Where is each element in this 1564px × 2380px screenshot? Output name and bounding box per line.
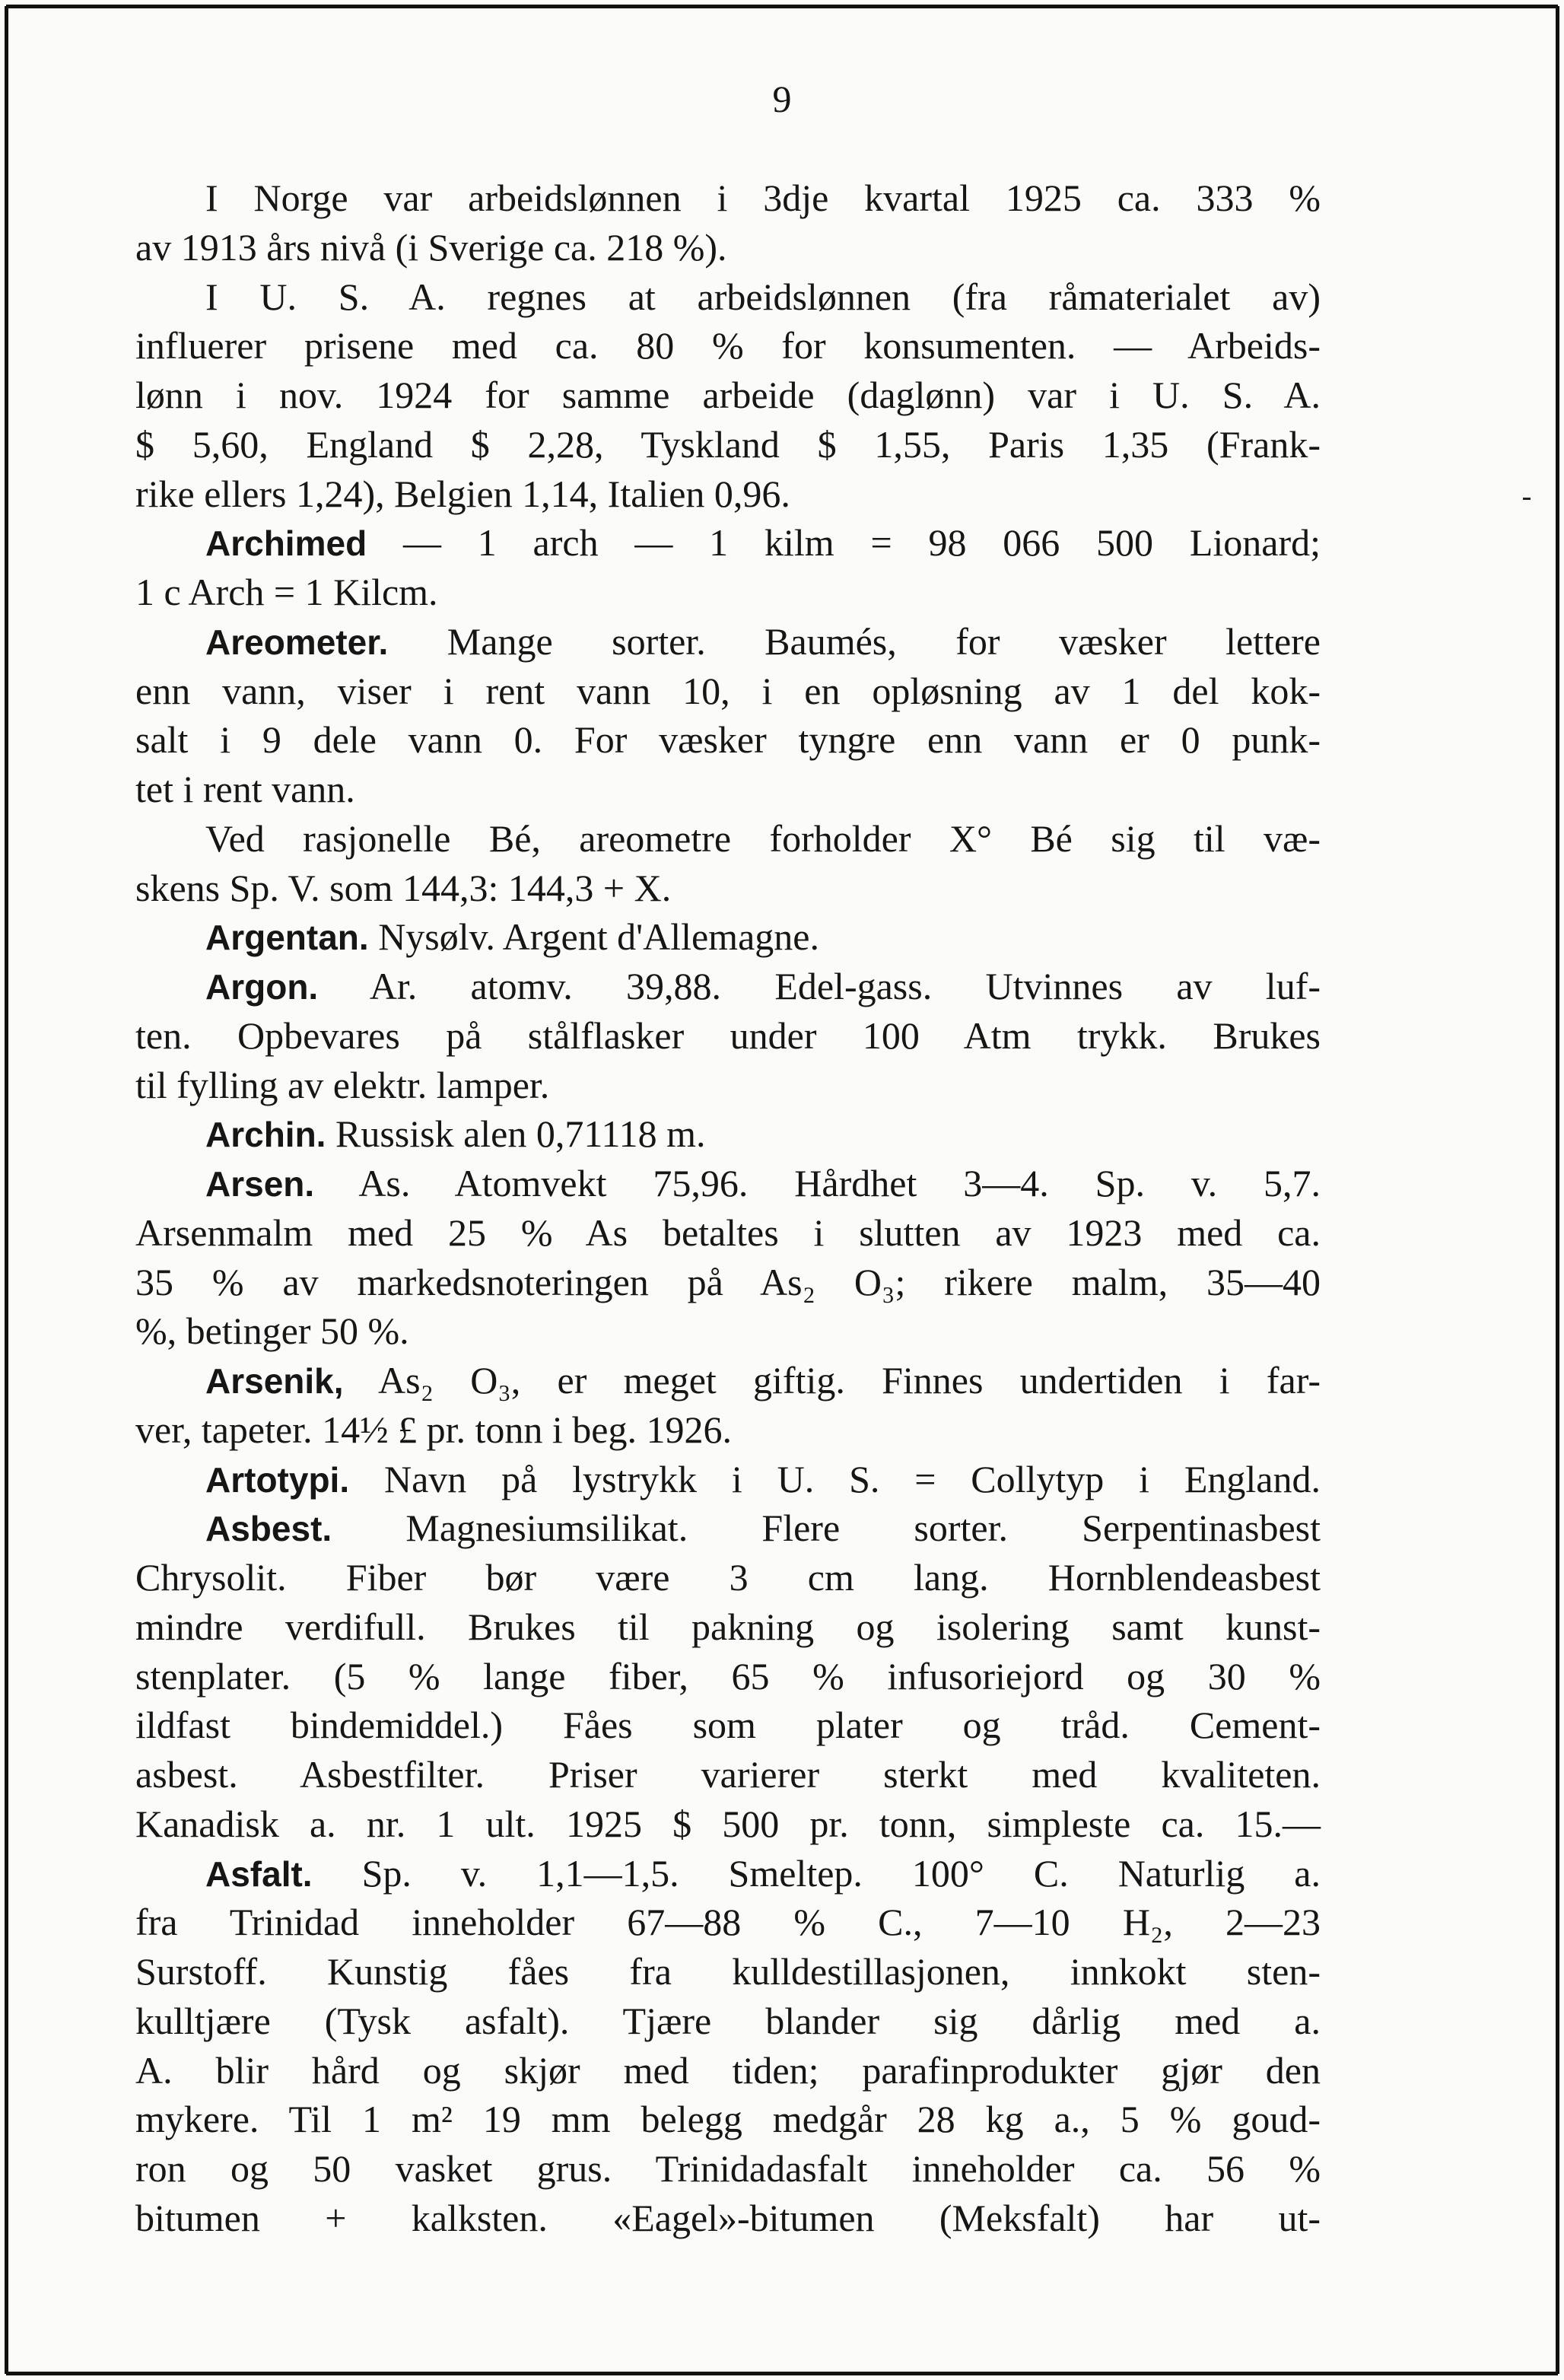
entry-keyword: Artotypi.	[205, 1459, 350, 1500]
line-text: I U. S. A. regnes at arbeidslønnen (fra råmaterialet av)	[205, 275, 1321, 318]
entry-line	[135, 912, 1321, 962]
entry-line	[135, 1455, 1321, 1504]
line-text: $ 5,60, England $ 2,28, Tyskland $ 1,55, Paris 1,35 (Frank-	[135, 422, 1321, 466]
line-text: til fylling av elektr. lamper.	[135, 1063, 550, 1106]
line-text: Russisk alen 0,71118 m.	[326, 1112, 706, 1156]
text-line	[135, 1701, 1321, 1750]
line-text: As₂ O₃, er meget giftig. Finnes undertiden i far-	[343, 1359, 1321, 1402]
line-text: kulltjære (Tysk asfalt). Tjære blander sig dårlig med a.	[135, 1999, 1321, 2042]
line-text: skens Sp. V. som 144,3: 144,3 + X.	[135, 866, 672, 909]
text-line	[135, 1061, 1321, 1110]
entry-line	[135, 1109, 1321, 1159]
line-text: Ar. atomv. 39,88. Edel-gass. Utvinnes av luf-	[318, 965, 1321, 1007]
text-line	[135, 1011, 1321, 1061]
text-line	[135, 2095, 1321, 2144]
line-text: enn vann, viser i rent vann 10, i en opløsning av 1 del kok-	[135, 669, 1321, 712]
text-line	[135, 1898, 1321, 1947]
line-text: ver, tapeter. 14½ £ pr. tonn i beg. 1926.	[135, 1408, 732, 1451]
entry-line	[135, 617, 1321, 667]
line-text: 35 % av markedsnoteringen på As₂ O₃; rikere malm, 35—40	[135, 1260, 1321, 1303]
line-text: Kanadisk a. nr. 1 ult. 1925 $ 500 pr. tonn, simpleste ca. 15.—	[135, 1802, 1321, 1845]
line-text: ildfast bindemiddel.) Fåes som plater og tråd. Cement-	[135, 1704, 1321, 1747]
entry-keyword: Arsen.	[205, 1164, 315, 1204]
line-text: Nysølv. Argent d'Allemagne.	[368, 915, 819, 959]
line-text: ron og 50 vasket grus. Trinidadasfalt inneholder ca. 56 %	[135, 2147, 1321, 2190]
line-text: Arsenmalm med 25 % As betaltes i slutten av 1923 med ca.	[135, 1211, 1321, 1254]
entry-keyword: Areometer.	[205, 622, 389, 662]
line-text: bitumen + kalksten. «Eagel»-bitumen (Meksfalt) har ut-	[135, 2196, 1321, 2239]
entry-line	[135, 518, 1321, 568]
entry-line	[135, 1849, 1321, 1898]
line-text: As. Atomvekt 75,96. Hårdhet 3—4. Sp. v. 5,7.	[314, 1162, 1321, 1204]
text-line	[135, 1799, 1321, 1849]
line-text: Surstoff. Kunstig fåes fra kulldestillasjonen, innkokt sten-	[135, 1950, 1321, 1993]
entry-keyword: Arsenik,	[205, 1361, 344, 1401]
scan-border-bottom	[6, 2372, 1558, 2375]
entry-line	[135, 962, 1321, 1011]
entry-keyword: Archimed	[205, 523, 367, 564]
text-line	[135, 1208, 1321, 1258]
text-line	[135, 1997, 1321, 2046]
line-text: Sp. v. 1,1—1,5. Smeltep. 100° C. Naturlig a.	[312, 1851, 1321, 1895]
line-text: av 1913 års nivå (i Sverige ca. 218 %).	[135, 225, 727, 269]
text-line	[135, 272, 1321, 322]
text-line	[135, 864, 1321, 913]
text-line	[135, 1652, 1321, 1701]
text-line	[135, 1750, 1321, 1799]
scan-border-top	[6, 5, 1558, 8]
text-line	[135, 1258, 1321, 1307]
line-text: Mange sorter. Baumés, for væsker lettere	[388, 619, 1321, 663]
text-line	[135, 223, 1321, 272]
text-line	[135, 814, 1321, 864]
text-line	[135, 420, 1321, 469]
entry-keyword: Asfalt.	[205, 1853, 313, 1894]
text-line	[135, 765, 1321, 814]
page-number: 9	[772, 78, 792, 120]
entry-line	[135, 1356, 1321, 1405]
line-text: Magnesiumsilikat. Flere sorter. Serpentinasbest	[332, 1507, 1321, 1550]
text-line	[135, 1306, 1321, 1356]
line-text: influerer prisene med ca. 80 % for konsumenten. — Arbeids-	[135, 324, 1321, 368]
line-text: %, betinger 50 %.	[135, 1309, 409, 1353]
line-text: asbest. Asbestfilter. Priser varierer sterkt med kvaliteten.	[135, 1753, 1321, 1796]
line-text: fra Trinidad inneholder 67—88 % C., 7—10 H₂, 2—23	[135, 1901, 1321, 1944]
line-text: — 1 arch — 1 kilm = 98 066 500 Lionard;	[367, 521, 1321, 565]
line-text: ten. Opbevares på stålflasker under 100 Atm trykk. Brukes	[135, 1013, 1321, 1057]
text-line	[135, 2144, 1321, 2194]
text-line	[135, 1405, 1321, 1455]
line-text: mindre verdifull. Brukes til pakning og isolering samt kunst-	[135, 1605, 1321, 1648]
line-text: salt i 9 dele vann 0. For væsker tyngre enn vann er 0 punk-	[135, 718, 1321, 762]
text-line	[135, 469, 1321, 519]
entry-line	[135, 1503, 1321, 1553]
line-text: Navn på lystrykk i U. S. = Collytyp i England.	[349, 1457, 1321, 1500]
text-line	[135, 321, 1321, 371]
text-line	[135, 2194, 1321, 2243]
text-line	[135, 173, 1321, 223]
line-text: lønn i nov. 1924 for samme arbeide (daglønn) var i U. S. A.	[135, 374, 1321, 416]
line-text: Chrysolit. Fiber bør være 3 cm lang. Hornblendeasbest	[135, 1556, 1321, 1599]
scan-border-right	[1556, 6, 1559, 2374]
line-text: mykere. Til 1 m² 19 mm belegg medgår 28 kg a., 5 % goud-	[135, 2098, 1321, 2141]
text-line	[135, 371, 1321, 420]
text-line	[135, 568, 1321, 617]
text-line	[135, 1553, 1321, 1602]
entry-keyword: Asbest.	[205, 1509, 332, 1549]
text-line	[135, 715, 1321, 765]
entry-keyword: Argentan.	[205, 918, 369, 958]
entry-keyword: Argon.	[205, 967, 319, 1007]
line-text: 1 c Arch = 1 Kilcm.	[135, 571, 438, 613]
line-text: stenplater. (5 % lange fiber, 65 % infusoriejord og 30 %	[135, 1654, 1321, 1698]
line-text: tet i rent vann.	[135, 768, 355, 810]
entry-keyword: Archin.	[205, 1115, 326, 1155]
line-text: A. blir hård og skjør med tiden; parafinprodukter gjør den	[135, 2048, 1321, 2092]
line-text: Ved rasjonelle Bé, areometre forholder X° Bé sig til væ-	[205, 816, 1321, 860]
body-text	[135, 173, 1321, 2243]
text-line	[135, 1602, 1321, 1652]
line-text: I Norge var arbeidslønnen i 3dje kvartal 1925 ca. 333 %	[205, 177, 1321, 219]
scan-border-left	[5, 6, 8, 2374]
text-line	[135, 667, 1321, 716]
text-line	[135, 1947, 1321, 1997]
line-text: rike ellers 1,24), Belgien 1,14, Italien 0,96.	[135, 472, 790, 515]
text-line	[135, 2046, 1321, 2095]
print-speck	[1523, 498, 1531, 500]
entry-line	[135, 1159, 1321, 1208]
